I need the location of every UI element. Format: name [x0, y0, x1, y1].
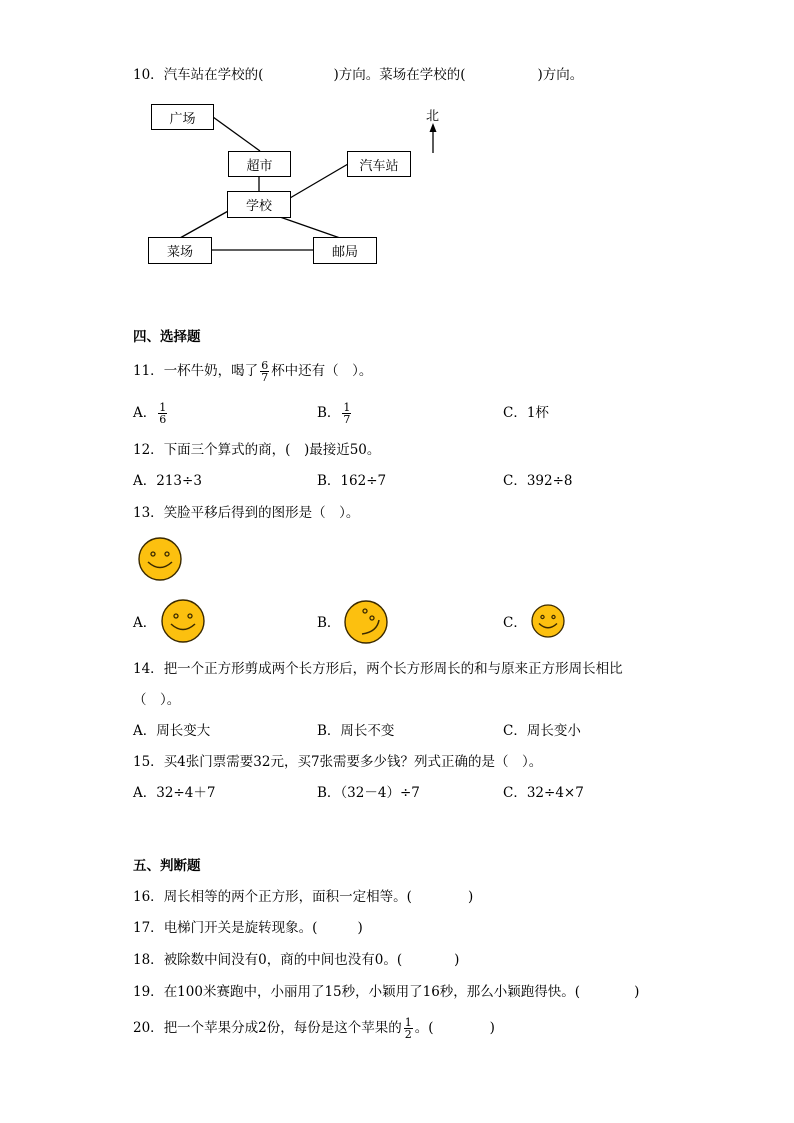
- north-label: 北: [426, 109, 440, 124]
- q15-option-c[interactable]: C．32÷4×7: [503, 785, 584, 801]
- q12-option-a[interactable]: A．213÷3: [133, 473, 202, 489]
- q12-option-b[interactable]: B．162÷7: [317, 473, 387, 489]
- q14-line-2: （ ）。: [133, 692, 181, 708]
- line-school-market: [180, 210, 230, 238]
- north-arrow-head: [430, 123, 437, 132]
- smiley-original-icon: [137, 536, 183, 582]
- place-school: 学校: [227, 191, 291, 218]
- section-5-title: 五、判断题: [133, 858, 201, 874]
- q10-number: 10．: [133, 67, 164, 83]
- q20-fraction: $\frac{1}{2}$: [404, 1016, 412, 1041]
- q11-option-a[interactable]: A． $\frac{1}{6}$: [133, 401, 167, 426]
- place-bus-station: 汽车站: [347, 151, 411, 177]
- q14-line-1: 14．把一个正方形剪成两个长方形后，两个长方形周长的和与原来正方形周长相比: [133, 661, 623, 677]
- line-school-busstation: [290, 164, 348, 198]
- q12-option-c[interactable]: C．392÷8: [503, 473, 573, 489]
- q11-line: [133, 358, 372, 384]
- q14-option-a[interactable]: A．周长变大: [133, 723, 211, 739]
- q13-option-c-label[interactable]: C．: [503, 615, 527, 631]
- q13-line: 13．笑脸平移后得到的图形是（ ）。: [133, 505, 360, 521]
- q19-line: 19．在100米赛跑中，小丽用了15秒，小颖用了16秒，那么小颖跑得快。( ): [133, 984, 640, 1000]
- q20-line: 20．把一个苹果分成2份，每份是这个苹果的 $\frac{1}{2}$ 。( ): [133, 1016, 495, 1041]
- q11-number: 11．: [133, 363, 164, 379]
- q15-option-b[interactable]: B．（32－4）÷7: [317, 785, 420, 801]
- q17-line: 17．电梯门开关是旋转现象。( ): [133, 920, 363, 936]
- q10-text-1: 汽车站在学校的(: [163, 67, 264, 83]
- line-square-supermarket: [213, 117, 260, 151]
- line-school-postoffice: [280, 217, 340, 238]
- q18-line: 18．被除数中间没有0，商的中间也没有0。( ): [133, 952, 460, 968]
- smiley-option-a-icon[interactable]: [160, 598, 206, 644]
- q14-option-c[interactable]: C．周长变小: [503, 723, 581, 739]
- q15-option-a[interactable]: A．32÷4＋7: [133, 785, 216, 801]
- place-post-office: 邮局: [313, 237, 377, 264]
- q11-text-pre: 一杯牛奶，喝了: [163, 363, 259, 379]
- q13-option-b-label[interactable]: B．: [317, 615, 341, 631]
- section-4-title: 四、选择题: [133, 329, 201, 345]
- q10-text-3: )方向。: [537, 67, 584, 83]
- place-market: 菜场: [148, 237, 212, 264]
- q11-text-post: 杯中还有（ ）。: [271, 363, 373, 379]
- q11-option-c[interactable]: C．1杯: [503, 405, 549, 421]
- smiley-option-b-icon[interactable]: [343, 599, 389, 645]
- q14-option-b[interactable]: B．周长不变: [317, 723, 395, 739]
- q12-line: 12．下面三个算式的商，( )最接近50。: [133, 442, 381, 458]
- q10-text-2: )方向。菜场在学校的(: [333, 67, 466, 83]
- place-square: 广场: [151, 104, 214, 130]
- q15-line: 15．买4张门票需要32元，买7张需要多少钱？列式正确的是（ ）。: [133, 754, 543, 770]
- q11-option-b[interactable]: B． $\frac{1}{7}$: [317, 401, 351, 426]
- q13-option-a-label[interactable]: A．: [133, 615, 157, 631]
- smiley-option-c-icon[interactable]: [530, 603, 566, 639]
- place-supermarket: 超市: [228, 151, 291, 177]
- q11-fraction: $\frac{6}{7}$: [261, 359, 269, 384]
- q16-line: 16．周长相等的两个正方形，面积一定相等。( ): [133, 889, 474, 905]
- q10-map-lines: [0, 0, 794, 300]
